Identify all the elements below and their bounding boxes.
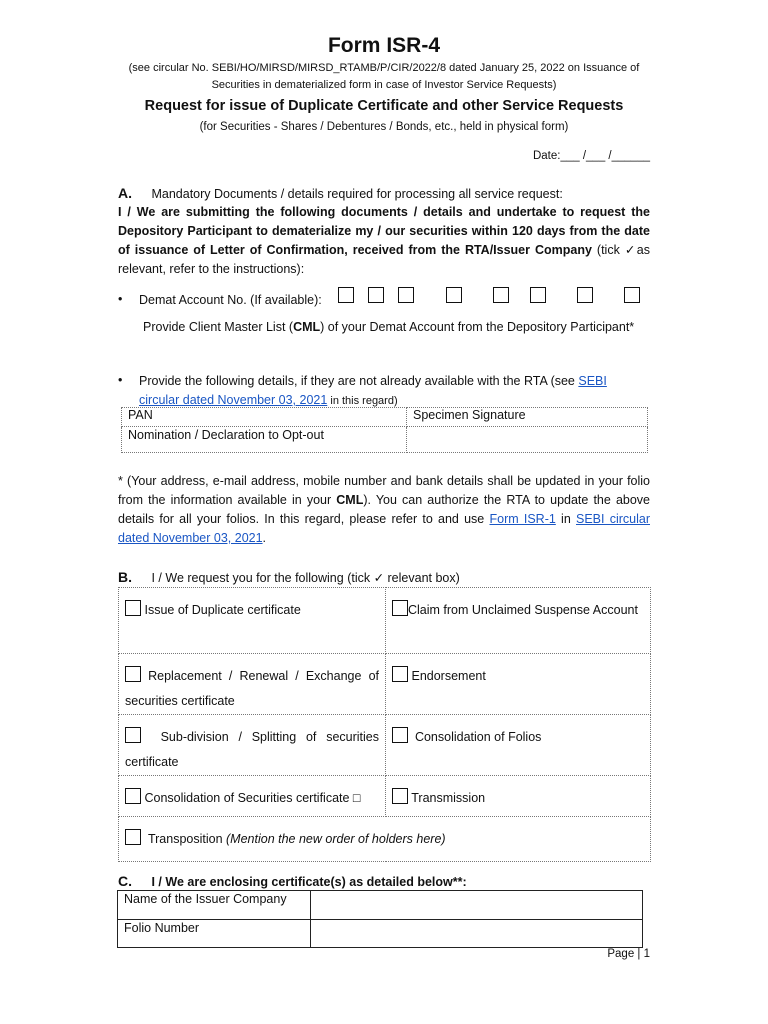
section-b-heading <box>118 568 460 588</box>
option-label: Transmission <box>411 791 486 805</box>
form-isr-1-link[interactable]: Form ISR-1 <box>489 512 556 526</box>
checkbox[interactable] <box>392 600 408 616</box>
cml-note <box>118 472 650 548</box>
tick-icon: ✓ <box>624 243 637 257</box>
table-row <box>119 588 651 654</box>
option-label: Sub-division / Splitting of securities certificate <box>125 730 379 769</box>
table-row <box>122 427 648 453</box>
provide-post: in this regard) <box>327 395 398 407</box>
section-c-letter: C. <box>118 873 132 889</box>
cml-pre: Provide Client Master List ( <box>143 320 294 334</box>
section-b-letter: B. <box>118 569 132 585</box>
table-row <box>119 776 651 817</box>
option-unclaimed[interactable] <box>386 588 651 654</box>
sebi-circular-link-2[interactable]: SEBI circular dated November 03, 2021 <box>118 512 650 545</box>
checkbox[interactable] <box>125 829 141 845</box>
option-transposition[interactable] <box>119 817 651 862</box>
pan-details-table <box>121 407 648 453</box>
table-row <box>118 920 643 948</box>
folio-number-label: Folio Number <box>118 920 311 948</box>
checkbox[interactable] <box>125 600 141 616</box>
circular-line-1: (see circular No. SEBI/HO/MIRSD/MIRSD_RTAMB/P/CIR/2022/8 dated January 25, 2022 on Issuance of <box>128 62 640 74</box>
provide-pre: Provide the following details, if they are not already available with the RTA (see <box>139 374 579 388</box>
note-end: . <box>262 531 267 545</box>
option-label: Consolidation of Folios <box>414 730 542 744</box>
section-a-declaration <box>118 203 650 279</box>
cml-bold: CML <box>293 320 321 334</box>
option-label: Replacement / Renewal / Exchange of securities certificate <box>125 669 379 708</box>
nomination-cell[interactable]: Nomination / Declaration to Opt-out <box>122 427 407 453</box>
bullet-icon: • <box>118 292 123 306</box>
demat-digit-box[interactable] <box>368 287 384 303</box>
declaration-tick-text: (tick <box>591 243 625 257</box>
section-c-title: I / We are enclosing certificate(s) as detailed below**: <box>151 875 467 889</box>
checkbox[interactable] <box>125 788 141 804</box>
demat-digit-box[interactable] <box>577 287 593 303</box>
transposition-note: (Mention the new order of holders here) <box>226 832 446 846</box>
issuer-company-label: Name of the Issuer Company <box>118 891 311 920</box>
service-request-table <box>118 587 651 862</box>
demat-digit-box[interactable] <box>446 287 462 303</box>
declaration-bold: I / We are submitting the following documents / details and undertake to request the Depository Participant to dematerialize my / our securities within 120 days from the date of issuance of Letter of Confirmation, received from the RTA/Issuer Company <box>118 205 650 257</box>
option-label: Consolidation of Securities certificate □ <box>144 791 361 805</box>
demat-account-boxes[interactable] <box>338 287 648 305</box>
section-a-heading <box>118 184 650 204</box>
checkbox[interactable] <box>392 727 408 743</box>
table-row <box>119 654 651 715</box>
folio-number-value[interactable] <box>311 920 643 948</box>
table-row <box>119 715 651 776</box>
bullet-icon: • <box>118 373 123 387</box>
table-row <box>119 817 651 862</box>
form-subnote: (for Securities - Shares / Debentures / Bonds, etc., held in physical form) <box>199 121 569 133</box>
section-a-title: Mandatory Documents / details required for processing all service request: <box>151 187 563 201</box>
demat-digit-box[interactable] <box>338 287 354 303</box>
option-duplicate[interactable] <box>119 588 386 654</box>
option-label: Endorsement <box>411 669 486 683</box>
checkbox[interactable] <box>392 788 408 804</box>
demat-label: Demat Account No. (If available): <box>139 293 322 307</box>
table-row <box>118 891 643 920</box>
option-transmission[interactable] <box>386 776 651 817</box>
demat-digit-box[interactable] <box>530 287 546 303</box>
option-replacement[interactable] <box>119 654 386 715</box>
pan-cell[interactable]: PAN <box>122 408 407 427</box>
form-subtitle: Request for issue of Duplicate Certificate and other Service Requests <box>144 98 624 114</box>
option-consolidation-folios[interactable] <box>386 715 651 776</box>
declaration-rest: as relevant, refer to the instructions): <box>118 243 650 276</box>
nomination-value-cell[interactable] <box>407 427 648 453</box>
certificate-table <box>117 890 643 948</box>
cml-instruction <box>143 318 650 337</box>
page-number: Page | 1 <box>607 948 650 960</box>
form-title: Form ISR-4 <box>327 34 440 57</box>
note-pre: * (Your address, e-mail address, mobile number and bank details shall be updated in your folio from the information available in your <box>118 474 650 507</box>
checkbox[interactable] <box>392 666 408 682</box>
sebi-circular-link[interactable]: SEBI circular dated November 03, 2021 <box>139 374 607 407</box>
section-a-letter: A. <box>118 185 132 201</box>
note-bold: CML <box>336 493 364 507</box>
date-field[interactable]: Date:___ /___ /______ <box>532 150 650 162</box>
demat-digit-box[interactable] <box>624 287 640 303</box>
circular-reference <box>0 60 768 94</box>
option-label: Claim from Unclaimed Suspense Account <box>408 603 638 617</box>
note-in: in <box>555 512 576 526</box>
provide-details-text <box>139 372 650 411</box>
option-consolidation-certificate[interactable] <box>119 776 386 817</box>
demat-digit-box[interactable] <box>398 287 414 303</box>
option-label: Transposition <box>147 832 223 846</box>
specimen-signature-cell[interactable]: Specimen Signature <box>407 408 648 427</box>
demat-digit-box[interactable] <box>493 287 509 303</box>
section-c-heading <box>118 872 467 892</box>
table-row <box>122 408 648 427</box>
option-subdivision[interactable] <box>119 715 386 776</box>
note-mid: ). You can authorize the RTA to update the above details for all your folios. In this regard, please refer to and use <box>118 493 650 526</box>
issuer-company-value[interactable] <box>311 891 643 920</box>
cml-post: ) of your Demat Account from the Depository Participant* <box>320 320 635 334</box>
section-b-title: I / We request you for the following (tick ✓ relevant box) <box>151 571 460 585</box>
checkbox[interactable] <box>125 666 141 682</box>
option-label: Issue of Duplicate certificate <box>144 603 301 617</box>
checkbox[interactable] <box>125 727 141 743</box>
circular-line-2: Securities in dematerialized form in case of Investor Service Requests) <box>211 79 557 91</box>
option-endorsement[interactable] <box>386 654 651 715</box>
